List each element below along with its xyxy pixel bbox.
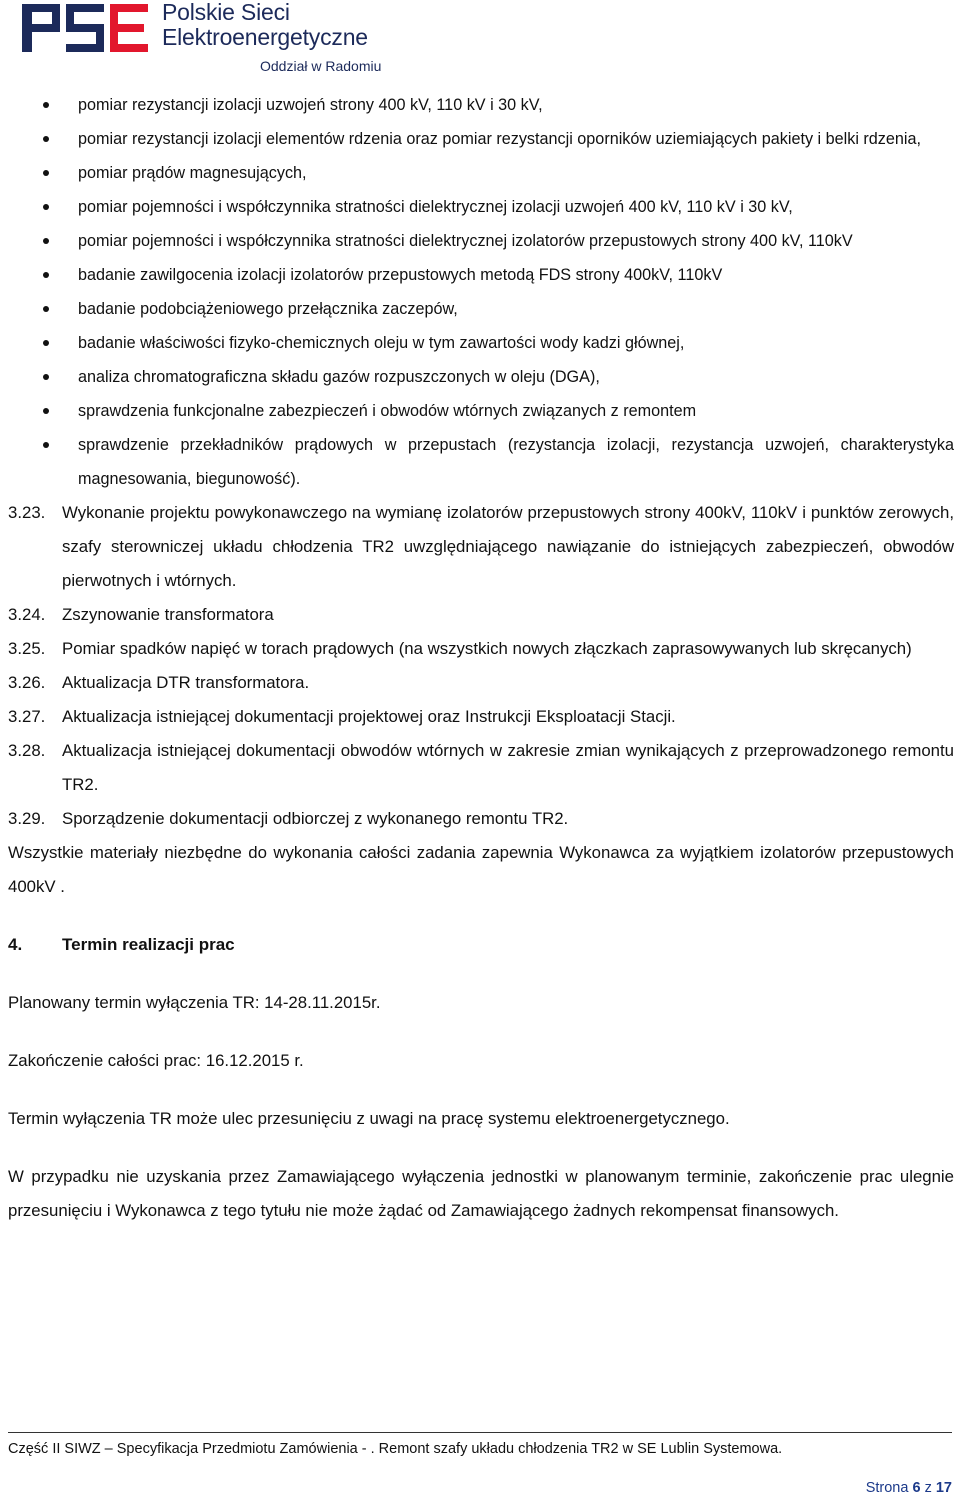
completion-date: Zakończenie całości prac: 16.12.2015 r.: [8, 1051, 304, 1070]
numbered-item-3-26: 3.26. Aktualizacja DTR transformatora.: [8, 673, 310, 692]
footer-text: Część II SIWZ – Specyfikacja Przedmiotu Zamówienia - . Remont szafy układu chłodzenia TR2 w SE Lublin Systemowa.: [8, 1441, 783, 1457]
bullet-icon: [43, 272, 49, 278]
list-item: badanie właściwości fizyko-chemicznych oleju w tym zawartości wody kadzi głównej,: [8, 326, 954, 360]
bullet-icon: [43, 204, 49, 210]
list-item: analiza chromatograficzna składu gazów rozpuszczonych w oleju (DGA),: [8, 360, 954, 394]
list-item: pomiar prądów magnesujących,: [8, 156, 954, 190]
company-name: [162, 0, 368, 50]
pse-logo: [22, 2, 152, 58]
company-name-line2: Elektroenergetyczne: [162, 24, 368, 50]
numbered-item-3-23: 3.23. Wykonanie projektu powykonawczego na wymianę izolatorów przepustowych strony 400kV, 110kV i punktów zerowych, szafy sterowniczej układu chłodzenia TR2 uwzględniającego nawiązanie do istniejących zabezpieczeń, obwodów pierwotnych i wtórnych.: [8, 503, 954, 590]
bullet-icon: [43, 238, 49, 244]
bullet-icon: [43, 374, 49, 380]
materials-note: Wszystkie materiały niezbędne do wykonania całości zadania zapewnia Wykonawca za wyjątkiem izolatorów przepustowych 400kV .: [8, 843, 954, 896]
list-item: sprawdzenie przekładników prądowych w przepustach (rezystancja izolacji, rezystancja uzwojeń, charakterystyka magnesowania, biegunowość).: [8, 428, 954, 496]
bullet-icon: [43, 408, 49, 414]
planned-outage: Planowany termin wyłączenia TR: 14-28.11.2015r.: [8, 993, 381, 1012]
list-item: badanie podobciążeniowego przełącznika zaczepów,: [8, 292, 954, 326]
shift-note: Termin wyłączenia TR może ulec przesunięciu z uwagi na pracę systemu elektroenergetycznego.: [8, 1109, 730, 1128]
footer-divider: [8, 1432, 952, 1433]
bullet-icon: [43, 170, 49, 176]
bullet-icon: [43, 306, 49, 312]
list-item: pomiar rezystancji izolacji elementów rdzenia oraz pomiar rezystancji oporników uziemiających pakiety i belki rdzenia,: [8, 122, 954, 156]
list-item: sprawdzenia funkcjonalne zabezpieczeń i obwodów wtórnych związanych z remontem: [8, 394, 954, 428]
numbered-item-3-29: 3.29. Sporządzenie dokumentacji odbiorczej z wykonanego remontu TR2.: [8, 809, 569, 828]
document-body: [8, 88, 954, 1228]
bullet-icon: [43, 442, 49, 448]
numbered-item-3-25: 3.25. Pomiar spadków napięć w torach prądowych (na wszystkich nowych złączkach zaprasowywanych lub skręcanych): [8, 639, 912, 658]
section-heading: 4. Termin realizacji prac: [8, 935, 235, 954]
company-name-line1: Polskie Sieci: [162, 0, 290, 25]
numbered-item-3-27: 3.27. Aktualizacja istniejącej dokumentacji projektowej oraz Instrukcji Eksploatacji Stacji.: [8, 707, 676, 726]
bullet-icon: [43, 340, 49, 346]
list-item: badanie zawilgocenia izolacji izolatorów przepustowych metodą FDS strony 400kV, 110kV: [8, 258, 954, 292]
list-item: pomiar pojemności i współczynnika stratności dielektrycznej izolacji uzwojeń 400 kV, 110 kV i 30 kV,: [8, 190, 954, 224]
svg-text:PSE: PSE: [22, 2, 25, 3]
bullet-icon: [43, 102, 49, 108]
numbered-item-3-24: 3.24. Zszynowanie transformatora: [8, 605, 274, 624]
list-item: pomiar rezystancji izolacji uzwojeń strony 400 kV, 110 kV i 30 kV,: [8, 88, 954, 122]
bullet-icon: [43, 136, 49, 142]
measurement-list: [8, 88, 954, 496]
branch-name: Oddział w Radomiu: [260, 58, 382, 74]
header: [22, 2, 422, 78]
numbered-item-3-28: 3.28. Aktualizacja istniejącej dokumentacji obwodów wtórnych w zakresie zmian wynikających z przeprowadzonego remontu TR2.: [8, 741, 954, 794]
penalty-note: W przypadku nie uzyskania przez Zamawiającego wyłączenia jednostki w planowanym terminie, zakończenie prac ulegnie przesunięciu i Wykonawca z tego tytułu nie może żądać od Zamawiającego żadnych rekompensat finansowych.: [8, 1167, 954, 1220]
list-item: pomiar pojemności i współczynnika stratności dielektrycznej izolatorów przepustowych strony 400 kV, 110kV: [8, 224, 954, 258]
page-number: Strona 6 z 17: [865, 1480, 952, 1496]
